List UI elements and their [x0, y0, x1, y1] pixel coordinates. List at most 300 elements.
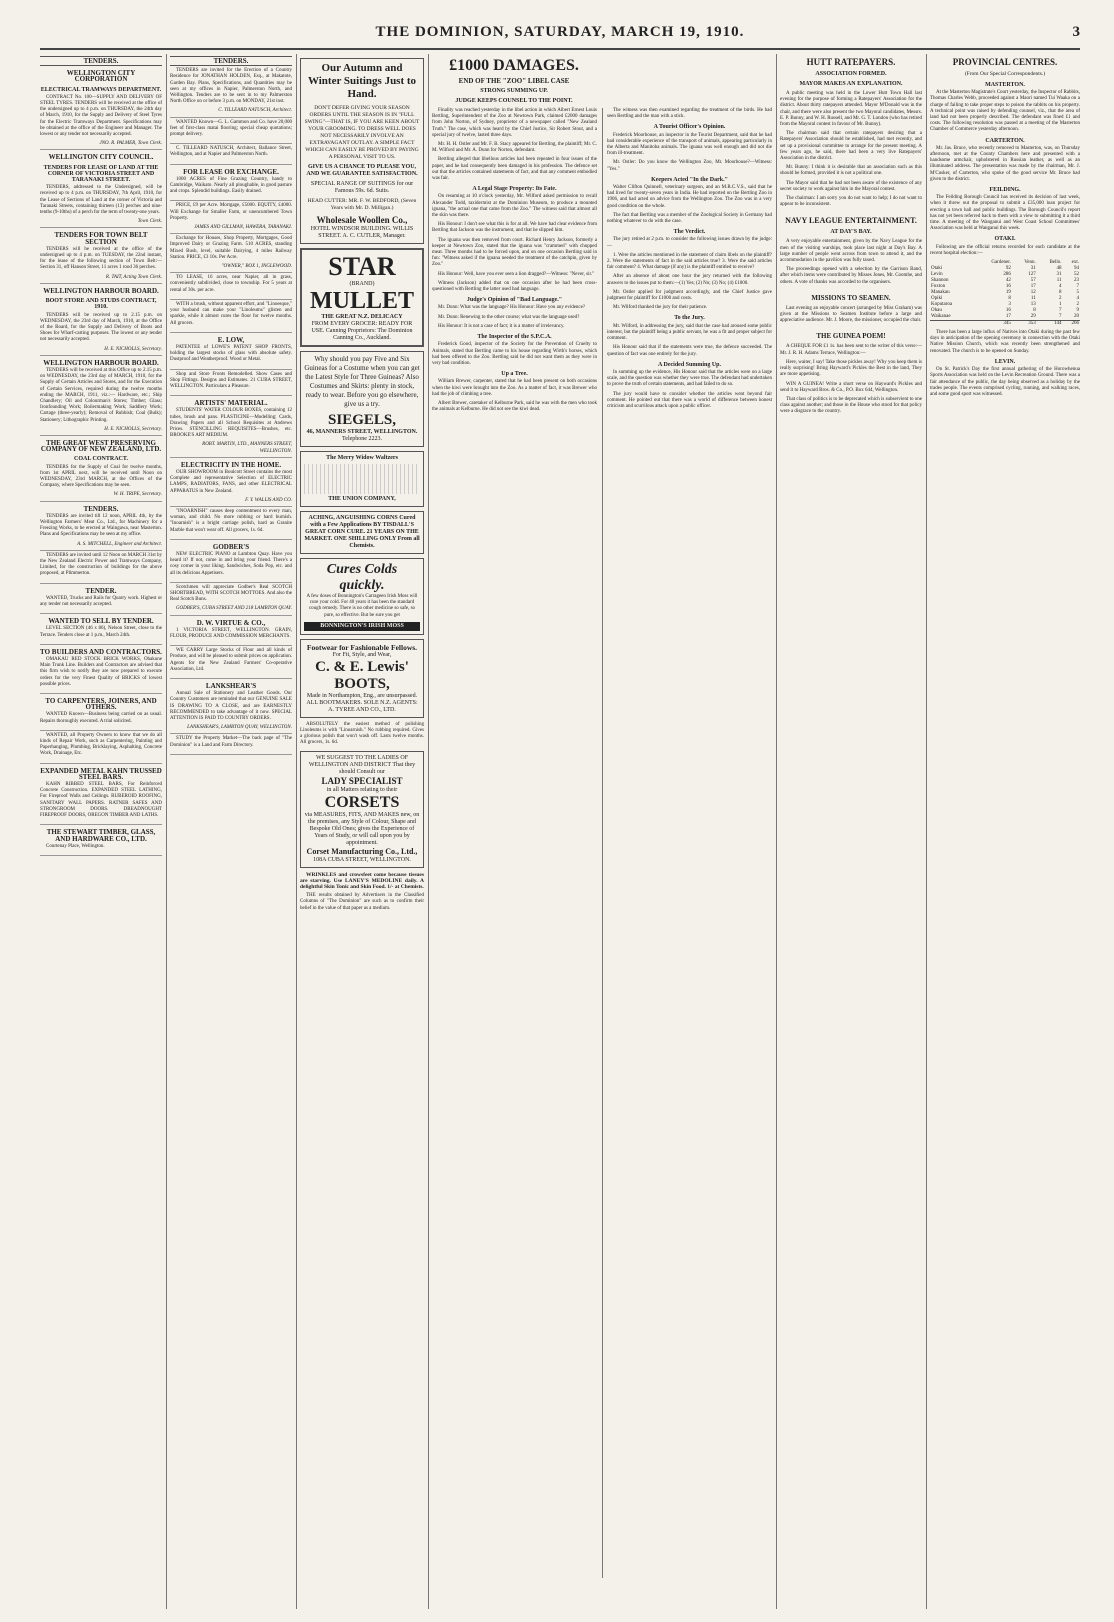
table-cell: 7: [1076, 284, 1079, 290]
table-cell: 353: [1028, 321, 1036, 327]
otaki-results-table: [930, 260, 1080, 327]
tender-body: Exchange for Houses, Shop Property, Mortgages, Good Improved Dairy or Grazing Farm. 510 ACRES, standing Mixed Bush, level, suitable Dairying, 4 miles Railway Station. PRICE, £3 10s. Per Acre.: [170, 236, 292, 260]
story-paragraph: The jury would have to consider whether the articles went beyond fair comment. He pointed out that there was a world of difference between honest criticism and scurrilous attack upon a public officer.: [607, 391, 772, 409]
tender-heading: TENDERS.: [83, 504, 119, 513]
woollen-ad-special: SPECIAL RANGE OF SUITINGS for our Famous 59s. 6d. Suits.: [310, 181, 414, 194]
table-cell: 23: [1074, 278, 1079, 284]
tender-signature: H. E. NICHOLLS, Secretary.: [104, 426, 162, 432]
table-cell: [930, 321, 972, 328]
navy-headline-block: [780, 216, 922, 236]
tender-body: NEW ELECTRIC PIANO at Lambton Quay. Have you heard it? If not, come in and bring your friend. There's a cosy corner in your liking. Sandwiches, Soda Pop, etc. and all its delicious Appetisers.: [170, 551, 292, 576]
corsets-firm: Corset Manufacturing Co., Ltd.,: [306, 846, 418, 856]
feilding-body: The Feilding Borough Council has received its decision of last week, when it threw out the proposal to submit a £35,000 loan project for erecting a town hall and public buildings. The Borough Council's report has not yet been referred back to them with a view to submitting it a third time. A meeting of the Wanganui and West Coast School Committees' Association was held at Wanganui this week.: [930, 195, 1080, 232]
tender-body: WANTED, Trucks and Rails for Quarry work. Highest or any tender not necessarily accepted.: [40, 595, 162, 608]
story-body: [432, 108, 772, 1578]
tender-signature: ROBT. MARTIN, LTD., MANNERS STREET, WELLINGTON.: [202, 442, 292, 454]
tender-body: WE CARRY Large Stocks of Flour and all kinds of Produce, and will be pleased to submit prices on application. Agents for the New Zealand Farmers' Co-operative Association, Ltd.: [170, 648, 292, 672]
tender-body: TENDERS are invited till 12 noon, APRIL 4th, by the Wellington Farmers' Meat Co., Ltd., for Machinery for a Freezing Works, to be erected at Waingawa, near Masterton. Plans and Specifications may be seen at my office.: [40, 513, 162, 538]
table-cell: 92: [1005, 266, 1011, 272]
tender-notice: [170, 462, 292, 507]
column-divider: [296, 54, 297, 1609]
table-cell: 8: [1059, 290, 1062, 296]
tender-heading: WANTED TO SELL BY TENDER.: [48, 617, 154, 626]
table-cell: Ohau: [931, 308, 942, 314]
tender-signature: "OWNER," BOX 1, INGLEWOOD.: [221, 264, 292, 270]
boots-fit: For Fit, Style, and Wear,: [332, 651, 392, 658]
story-paragraph: His Honour: Well, have you ever seen a lion dragged?—Witness: "Never, sir.": [438, 271, 595, 277]
tender-notice: [170, 275, 292, 300]
story-paragraph: His Honour said that if the statements were true, the defence succeeded. The question of fact was one entirely for the jury.: [607, 345, 772, 357]
story-subhead: END OF THE "ZOO" LIBEL CASE: [458, 77, 570, 85]
irish-moss-headline: Cures Colds quickly.: [326, 562, 398, 593]
table-cell: 31: [1030, 266, 1036, 272]
levin-heading: LEVIN.: [994, 358, 1016, 365]
guinea-headline-block: [780, 332, 922, 341]
column-tenders-1: [40, 54, 162, 1609]
tender-signature: JNO. R. PALMER, Town Clerk.: [99, 141, 162, 147]
table-cell: 127: [1028, 272, 1036, 278]
tender-body: Annual Sale of Stationery and Leather Goods. Our Country Customers are reminded that our GENUINE SALE IS DRAWING TO A CLOSE, and are EARNESTLY RECOMMENDED to take advantage of it now. SPECIAL ATTENTION IS PAID TO COUNTRY ORDERS.: [170, 691, 292, 722]
column-divider: [926, 54, 927, 1609]
feilding-heading: FEILDING.: [989, 187, 1021, 194]
tender-notice: [170, 509, 292, 540]
hutt-paragraph: The chairman said that certain ratepayers desiring that a Ratepayers' Association should be established, had met recently, and set up a provisional committee to arrange for the present meeting. A few years ago, he said, there had been a very live Ratepayers' Association in the district.: [780, 131, 922, 162]
story-paragraph: Mr. Dunn: What was the language? His Honour: Have you any evidence?: [438, 305, 586, 311]
siegels-ad: [300, 351, 424, 447]
story-paragraph: William Brewer, carpenter, stated that he had been present on both occasions when the kiwi were brought into the Zoo. As a matter of fact, it was Brewer who had the job of climbing a tree.: [432, 379, 597, 397]
tender-signature: JAMES AND GILLMAN, HAWERA, TARANAKI.: [194, 225, 292, 231]
story-paragraph: Mr. Wilford, in addressing the jury, said that the case had aroused some public interest, but the plaintiff being a public servant, he was a fit and proper subject for comment.: [607, 323, 772, 342]
tender-heading: GODBER'S: [212, 542, 250, 551]
column-divider: [776, 54, 777, 1609]
tender-notice: [40, 360, 162, 436]
table-cell: 42: [1005, 278, 1011, 284]
table-cell: 31: [1056, 272, 1062, 278]
star-brand: STAR: [328, 252, 396, 281]
tender-body: KAHN RIBBED STEEL BARS, For Reinforced Concrete Construction. EXPANDED STEEL LATHING, For Fireproof Walls and Ceilings. RUBEROID ROOFING, SANITARY WALL PAPERS. RATNER SAFES AND STRONGROOM DOORS. DREADNOUGHT FIREPROOF DOORS, OREGON TIMBER AND LATHS.: [40, 782, 162, 819]
tender-heading: THE GREAT WEST PRESERVING COMPANY OF NEW ZEALAND, LTD.: [40, 438, 162, 454]
masthead: [40, 24, 1080, 48]
table-cell: 12: [1030, 290, 1036, 296]
table-cell: 266: [1071, 321, 1079, 327]
tender-body: CONTRACT No. 100—SUPPLY AND DELIVERY OF STEEL TYRES. TENDERS will be received at the office of the undersigned up to 4 p.m. on THURSDAY, the 24th day of March, 1910, for the Supply and Delivery of Steel Tyres for the Electric Tramways Department. Specifications may be obtained at the office of the Engineer and Manager. The lowest or any tender not necessarily accepted.: [40, 94, 162, 138]
tender-body: "INOARNISH" causes deep contentment to every man, woman, and child. No more rubbing or hard burnish. "Inoarnish" is a bright carriage polish, hard as Granite Marble that won't wear off. All grocers, 1s. 6d.: [170, 508, 292, 533]
tender-heading: WELLINGTON HARBOUR BOARD.: [43, 286, 159, 295]
table-cell: Foxton: [931, 284, 946, 290]
tender-notice: [40, 649, 162, 694]
table-cell: 11: [1056, 278, 1062, 284]
table-cell: 144: [1054, 321, 1062, 327]
table-cell: 16: [1005, 284, 1011, 290]
navy-headline: NAVY LEAGUE ENTERTAINMENT.: [785, 216, 917, 226]
tender-notice: [40, 506, 162, 551]
results-notice: THE results obtained by Advertisers in the Classified Columns of "The Dominion" are such as to confirm their belief in the value of that paper as a medium.: [300, 893, 424, 911]
tender-body: WANTED Known—Business being carried on as usual. Repairs thoroughly executed. A trial solicited.: [40, 712, 162, 724]
table-cell: 29: [1030, 314, 1036, 320]
hutt-paragraph: The Mayor said that he had not been aware of the existence of any secret society to work against him in the Mayoral contest.: [780, 180, 922, 192]
table-cell: 17: [1005, 314, 1011, 320]
tender-notice: [170, 68, 292, 117]
tender-body: TENDERS are invited for the Erection of a Country Residence for JONATHAN HOLDEN, Esq., at Makatote, Garden Bay. Plans, Specifications, and Quantities may be seen at my offices in Napier, Palmerston North, and Wellington. Tenders are to be sent in to my Palmerston North Office on or before 3 p.m. on MONDAY, 21st inst.: [170, 68, 292, 105]
guinea-paragraph: A CHEQUE FOR £1 1s. has been sent to the writer of this verse:—Mr. J. R. H. Adams Terrace, Wellington:—: [780, 344, 922, 356]
column-divider: [166, 54, 167, 1609]
table-cell: 52: [1074, 272, 1079, 278]
star-brand-sub: (BRAND): [349, 281, 375, 287]
tender-heading: WELLINGTON CITY CORPORATION: [66, 69, 136, 84]
star-tagline: THE GREAT N.Z. DELICACY: [321, 314, 403, 320]
table-cell: 4: [1059, 284, 1062, 290]
story-paragraph: Albert Brewer, caretaker of Kelburne Park, said he was with the men who took the animals at Kelburne. He did not see the kiwi dead.: [432, 400, 597, 413]
story-deck-2: JUDGE KEEPS COUNSEL TO THE POINT.: [455, 98, 573, 104]
navy-body: [780, 239, 922, 285]
tender-body: PRICE, £9 per Acre. Mortgage, £5000. EQUITY, £4000. Will Exchange for Smaller Farm, or unencumbered Town Property.: [170, 203, 292, 221]
tender-heading: TO BUILDERS AND CONTRACTORS.: [40, 647, 162, 656]
provincial-headline: PROVINCIAL CENTRES.: [952, 57, 1058, 67]
tender-heading: WELLINGTON HARBOUR BOARD.: [43, 358, 159, 367]
tender-notice: [170, 302, 292, 333]
tender-body: STUDY the Property Market—The back page of "The Dominion" is a Land and Farm Directory.: [170, 736, 292, 748]
tender-list: [170, 68, 292, 755]
tender-notice: [170, 372, 292, 397]
wrinkles-notice: WRINKLES and crowsfeet come because tissues are starving. Use LANEY'S MEDOLINE daily. A delightful Skin Tonic and Skin Food. 1/- at Chemists.: [300, 871, 424, 891]
lewis-boots-ad: [300, 639, 424, 718]
mullet-name: MULLET: [309, 288, 414, 314]
corsets-intro: WE SUGGEST TO THE LADIES OF WELLINGTON AND DISTRICT That they should Consult our: [308, 754, 416, 775]
irish-moss-name: BONNINGTON'S IRISH MOSS: [304, 622, 420, 631]
story-paragraph: Mr. Ostler: Do you know the Wellington Zoo, Mr. Moorhouse?—Witness: "Yes.": [607, 160, 772, 172]
tender-signature: R. TAIT, Acting Town Clerk.: [105, 274, 162, 280]
table-cell: Koputaroa: [931, 302, 953, 308]
table-cell: 9: [1076, 308, 1079, 314]
hutt-paragraph: The chairman: I am sorry you do not want to help; I do not want to appear to be inconsistent.: [780, 196, 922, 208]
story-headline: £1000 DAMAGES.: [449, 57, 579, 74]
tender-notice: [170, 736, 292, 754]
tender-signature: LANKSHEAR'S, LAMBTON QUAY, WELLINGTON.: [187, 725, 292, 731]
masthead-title: THE DOMINION, SATURDAY, MARCH 19, 1910.: [375, 24, 745, 40]
table-cell: 1: [1059, 302, 1062, 308]
guinea-paragraph: WIN A GUINEA! Write a short verse on Hayward's Pickles and send it to Hayward Bros. & Co., P.O. Box 644, Wellington.: [780, 381, 922, 393]
story-paragraph: On resuming at 10 o'clock yesterday, Mr. Wilford asked permission to recall Alexander Todd, taxidermist at the Dominion Museum, to produce a mounted iguana, "the actual one that came from the Zoo." The witness said that almost all the skin was there.: [432, 194, 597, 219]
boots-intro: Footwear for Fashionable Fellows.: [306, 642, 418, 652]
tender-body: 1000 ACRES of Fine Grazing Country, handy to Cambridge, Waikato. Nearly all ploughable, in good pasture and crops. Splendid buildings. Easily drained.: [170, 176, 292, 195]
masterton-heading: MASTERTON.: [985, 82, 1025, 88]
boots-body: Made in Northampton, Eng., are unsurpassed. ALL BOOTMAKERS. SOLE N.Z. AGENTS: A. TYREE AND CO., LTD.: [306, 692, 418, 713]
irish-moss-ad: [300, 558, 424, 635]
tender-notice: [40, 70, 162, 150]
tender-notice: [40, 232, 162, 283]
story-crosshead: The Inspector of the S.P.C.A.: [477, 334, 552, 341]
union-name: THE UNION COMPANY,: [328, 496, 396, 502]
story-paragraph: His Honour: I don't see what this is for at all. We have had clear evidence from Bertling that Jackson was the instrument, and that he slipped him.: [432, 222, 597, 234]
corsets-sub: in all Matters relating to their: [326, 786, 398, 793]
hutt-headline: HUTT RATEPAYERS.: [806, 57, 896, 67]
missions-headline-block: [780, 294, 922, 303]
tender-subheading: TENDERS FOR LEASE OF LAND AT THE CORNER OF VICTORIA STREET AND TARANAKI STREET.: [43, 164, 159, 184]
tender-signature: C. TILLEARD NATUSCH, Architect.: [218, 108, 292, 114]
story-paragraph: Frederick Good, inspector of the Society for the Prevention of Cruelty to Animals, stated that Bertling came to his house regarding Wirth's horses, which had been offered to the Zoo. Bertling said he did not want them as they were in very bad condition.: [432, 342, 597, 366]
tender-notice: [170, 648, 292, 679]
woollen-ad-cutter: HEAD CUTTER: MR. F. W. BEDFORD, (Seven Years with Mr. D. Milligan.): [307, 198, 417, 211]
woollen-ad-headline: Our Autumn and Winter Suitings Just to Hand.: [307, 62, 417, 100]
story-paragraph: Walter Clifton Quinnell, veterinary surgeon, and an M.R.C.V.S., said that he had lived for twenty-seven years in India. He had reported on the Bertling Zoo in 1906, and had acted on advice from the Wellington Zoo. The Zoo was in a very good condition on the whole.: [607, 185, 772, 209]
provincial-headline-block: [930, 57, 1080, 78]
table-cell: 13: [1030, 302, 1036, 308]
table-cell: 286: [1003, 272, 1011, 278]
tender-body: LEVEL SECTION (46 x 86), Nelson Street, close to the Terrace. Tenders close at 1 p.m., March 24th.: [40, 626, 162, 638]
tender-signature: F. Y. WALLIS AND CO.: [245, 497, 292, 503]
tender-body: 1 VICTORIA STREET, WELLINGTON. GRAIN, FLOUR, PRODUCE AND COMMISSION MERCHANTS.: [170, 627, 292, 640]
table-cell: Shannon: [931, 278, 949, 284]
tender-heading: E. LOW,: [217, 335, 245, 344]
missions-headline: MISSIONS TO SEAMEN.: [811, 293, 891, 302]
column-divider: [428, 54, 429, 1609]
table-cell: 16: [1005, 308, 1011, 314]
story-crosshead: A Legal Stage Property: Its Fate.: [472, 186, 557, 193]
story-paragraph: After an absence of about one hour the jury returned with the following answers to the issues put to them:—(1) Yes; (2) No; (3) No; (4) £1000.: [607, 274, 772, 286]
tender-body: WANTED Known—G. L. Gammon and Co. have 20,000 feet of first-class matai flooring; special cheap quotations; prompt delivery.: [170, 119, 292, 138]
table-cell: 2: [1076, 302, 1079, 308]
tender-notice: [40, 154, 162, 228]
navy-paragraph: A very enjoyable entertainment, given by the Navy League for the men of the visiting warships, took place last night at Day's Bay. A large number of people went across from town to attend it, and the accommodation in the pavilion was fully taxed.: [780, 239, 922, 264]
tender-notice: [40, 440, 162, 502]
masthead-rule: [40, 48, 1080, 50]
tender-notice: [170, 120, 292, 145]
story-paragraph: Mr. Wilford thanked the jury for their patience.: [613, 305, 708, 311]
star-mullet-ad: [300, 248, 424, 347]
otaki-intro: Following are the official returns recorded for each candidate at the recent hospital election:—: [930, 244, 1080, 256]
tender-heading: FOR LEASE OR EXCHANGE.: [183, 167, 279, 176]
tender-body: Courtenay Place, Wellington.: [46, 843, 105, 849]
tender-notice: [170, 585, 292, 616]
story-paragraph: Finality was reached yesterday in the libel action in which Albert Ernest Louis Bertling, Superintendent of the Zoo at Newtown Park, claimed £2000 damages from John Norton, of Sydney, proprietor of a newspaper called "New Zealand Truth." The case, which was heard by the Chief Justice, Sir Robert Stout, and a special jury of twelve, lasted three days.: [432, 108, 597, 138]
otaki-column-header: Gardener.: [991, 260, 1011, 266]
woollen-ad-address: HOTEL WINDSOR BUILDING. WILLIS STREET. A. C. CUTLER, Manager.: [310, 226, 414, 239]
tender-subheading: COAL CONTRACT.: [74, 456, 128, 463]
tender-subheading: BOOT STORE AND STUDS CONTRACT, 1910.: [45, 298, 157, 311]
tender-notice: [170, 400, 292, 458]
otaki-table-body: [930, 266, 1080, 327]
tender-heading: LANKSHEAR'S: [205, 682, 257, 691]
otaki-heading: OTAKI.: [994, 236, 1016, 243]
woollen-ad: [300, 58, 424, 244]
tender-body: PATENTEE of LOWE'S PATENT SHOP FRONTS, holding the largest stocks of glass with absolute safety. Dustproof and Weatherproof. Wood or Metal.: [170, 344, 292, 363]
story-paragraph: Witness (Jackson) added that on one occasion after he had been cross-questioned with Bertling the latter used bad language.: [432, 280, 597, 293]
hutt-headline-block: [780, 57, 922, 88]
tender-notice: [40, 618, 162, 645]
hutt-subhead: ASSOCIATION FORMED.: [815, 71, 887, 77]
masterton-body: At the Masterton Magistrate's Court yesterday, the Inspector of Rabbits, Thomas Charles Webb, proceeded against a Maori named Tui Waaka on a charge of failing to take proper steps to poison the rabbits on his property. A technical point was raised by defending counsel, viz., that the area of land had not been properly described. The defendant was fined £1 and costs. The following resolution was passed at a meeting of the Masterton Chamber of Commerce yesterday afternoon.: [930, 90, 1080, 133]
irish-moss-body: A few doses of Bonnington's Carrageen Irish Moss will cure your cold. For 40 years it has been the standard cough remedy. There is no other medicine so safe, so pure, so effective. But be sure you get: [306, 594, 418, 618]
tender-signature: A. S. MITCHELL, Engineer and Architect.: [77, 541, 162, 547]
tender-body: STUDENTS' WATER COLOUR BOXES, containing 12 tubes, brush and pans. PLASTICINE—Modelling; Cards, Drawing Papers and all School Requisites at Andrews Prices. STENCILLING REQUISITES—Brushes, etc. BROOKE'S ART MEDIUM.: [170, 408, 292, 439]
page-number: 3: [1072, 24, 1080, 40]
union-ad-illustration: [304, 464, 420, 494]
column-hutt-ratepayers: [780, 54, 922, 1609]
tender-body: TENDERS are invited until 12 Noon on MARCH 31st by the New Zealand Electric Power and Tramways Company, Limited, for the construction of buildings for the above proposed, at Plimmerton.: [40, 552, 162, 577]
story-crosshead: The Verdict.: [673, 229, 706, 236]
tender-notice: [40, 288, 162, 356]
woollen-ad-call: GIVE US A CHANCE TO PLEASE YOU, AND WE GUARANTEE SATISFACTION.: [306, 164, 418, 177]
tender-signature: GODBER'S, CUBA STREET AND 218 LAMBTON QUAY.: [175, 606, 292, 612]
tender-heading: TENDER.: [85, 586, 117, 595]
tender-list: [40, 70, 162, 856]
story-headline-block: [432, 57, 596, 105]
star-body: FROM EVERY GROCER: READY FOR USE. Canning Proprietors: The Dominion Canning Co., Auckland.: [311, 321, 413, 341]
story-paragraph: Mr. H. H. Ostler and Mr. F. B. Stacy appeared for Bertling, the plaintiff; Mr. C. M. Wilford and Mr. A. Dunn for Norton, defendant.: [432, 142, 597, 154]
story-paragraph: The witness was then examined regarding the treatment of the birds. He had seen Bertling and the man with a stick.: [607, 108, 772, 120]
story-paragraph: His Honour: It is not a case of fact; it is a matter of irrelevancy.: [438, 323, 565, 329]
table-cell: 4: [1076, 296, 1079, 302]
tender-body: C. TILLEARD NATUSCH, Architect, Ballance Street, Wellington, and at Napier and Palmerston North.: [170, 146, 292, 158]
navy-paragraph: The proceedings opened with a selection by the Garrison Band, after which items were contributed by Misses Jones, Mr. Coombe, and others. A vote of thanks was accorded to the organisers.: [780, 267, 922, 285]
story-crosshead: Keepers Acted "In the Dark.": [651, 176, 728, 183]
tender-body: TENDERS, addressed to the Undersigned, will be received up to 4 p.m. on THURSDAY, 7th April, 1910, for the Lease of Sections of Land at the corner of Victoria and Taranaki Streets, containing thirteen (13) perches and nine-tenths (9-10ths) of a perch for the term of twenty-one years.: [40, 185, 162, 216]
tender-heading: WELLINGTON CITY COUNCIL.: [48, 153, 154, 162]
tender-notice: [40, 733, 162, 764]
tender-signature: H. E. NICHOLLS, Secretary.: [104, 346, 162, 352]
hutt-paragraph: Mr. Bunny: I think it is desirable that an association such as this should be formed, provided it is not a political one.: [780, 165, 922, 177]
story-crosshead: Up a Tree.: [501, 371, 528, 378]
tender-notice: [170, 337, 292, 370]
table-cell: 7: [1059, 314, 1062, 320]
guinea-body: [780, 344, 922, 393]
navy-subhead: AT DAY'S BAY.: [830, 229, 872, 236]
table-cell: 19: [1005, 290, 1011, 296]
hutt-paragraph: A public meeting was held in the Lower Hutt Town Hall last evening for the purpose of forming a Ratepayers' Association for the district. About thirty ratepayers attended. Mayor M'Donald was in the chair, and there were also present the two Mayoral candidates, Messrs. E. P. Bunny, and W. H. Russell, and Mr. G. T. London (who has retired from the Mayoral contest in favour of Mr. Bunny).: [780, 91, 922, 128]
table-cell: 8: [1008, 296, 1011, 302]
tender-notice: [170, 620, 292, 647]
table-cell: 3: [1008, 302, 1011, 308]
section-heading: TENDERS.: [170, 56, 292, 66]
table-cell: 94: [1074, 266, 1079, 272]
main-story: [432, 54, 772, 1609]
tender-notice: [170, 203, 292, 234]
siegels-address: 46, MANNERS STREET, WELLINGTON.: [306, 429, 418, 435]
siegels-body: Why should you pay Five and Six Guineas for a Costume when you can get the Latest Style for Three Guineas? Also Costumes and Skirts: plenty in stock, ready to wear. Before you go elsewhere, give us a try.: [304, 355, 420, 408]
column-provincial: [930, 54, 1080, 1609]
tender-heading: ARTISTS' MATERIAL.: [194, 399, 268, 408]
table-cell: 2: [1059, 296, 1062, 302]
table-cell: Manakau: [931, 290, 950, 296]
tender-notice: [170, 683, 292, 734]
tender-heading: ELECTRICITY IN THE HOME.: [180, 460, 282, 469]
corset-ad: [300, 751, 424, 868]
tender-body: OMAKAU RED STOCK BRICK WORKS, Ohakune Main Trunk Line. Builders and Contractors are advised that this firm wish to notify they are now prepared to execute orders for the very Finest Quality of BRICKS of lowest possible prices.: [40, 657, 162, 687]
column-tenders-2: [170, 54, 292, 1609]
story-deck-1: STRONG SUMMING UP.: [480, 88, 548, 94]
table-cell: Opiki: [931, 296, 943, 302]
corsets-headline: LADY SPECIALIST: [321, 775, 403, 786]
tender-body: TENDERS will be received up to 2.15 p.m. on WEDNESDAY, the 23rd day of March, 1910, at the Office of the Board, for the Supply and Delivery of Boots and Shoes for Wharf-carting purposes. The lowest or any tender not necessarily accepted.: [40, 312, 162, 343]
hutt-deck: MAYOR MAKES AN EXPLANATION.: [799, 81, 903, 87]
column-advertisements: [300, 54, 424, 1609]
tender-heading: TENDERS FOR TOWN BELT SECTION: [54, 231, 148, 246]
tender-body: TENDERS will be received at this Office up to 2.15 p.m. on WEDNESDAY, the 23rd day of MARCH, 1910, for the Supply of Certain Articles and Stores, and for the Execution of Certain Services, required during the twelve months ending the MARCH, 1911, viz.:— Hardware, etc.; Ship Chandlery; Oil and Colourman's Stores; Timber; Glass; Ironfounding Work; Boilermaking Work; Saddlery Work; Cartage (three-yearly); Removal of Rubbish; Coal (Bulk); Stationery; Lithographic Printing.: [40, 367, 162, 423]
tender-notice: [40, 588, 162, 615]
tender-body: Scotchmen will appreciate Godber's Real SCOTCH SHORTBREAD, WITH SCOTCH MOTTOES. And also the Real Scotch Buns.: [170, 584, 292, 603]
table-cell: Waikanae: [931, 314, 951, 320]
union-ad: [300, 451, 424, 507]
tender-notice: [170, 544, 292, 583]
section-heading: TENDERS.: [40, 56, 162, 66]
tender-body: WANTED, all Property Owners to know that we do all kinds of Repair Work, such as Carpentering, Painting and Paperhanging, Plumbing, Bricklaying, Asphalting, Concrete Work, Drainage, Etc.: [40, 732, 162, 757]
table-total-row: [930, 321, 1080, 328]
provincial-subhead: (From Our Special Correspondents.): [964, 71, 1046, 77]
carterton-body: Mr. Jas. Bruce, who recently removed to Masterton, was, on Thursday afternoon, met at the County Chambers here and presented with a handsome armchair, upholstered in Russian leather, as well as an illuminated address. The presentation was made by the chairman, Mr. J. M'Cusker, of Carterton, who spoke of the good service Mr. Bruce had given to the district.: [930, 145, 1080, 182]
tender-signature: W. H. TRIPE, Secretary.: [113, 492, 162, 498]
carterton-heading: CARTERTON.: [985, 137, 1025, 144]
levin-body: On St. Patrick's Day the first annual gathering of the Horowhenua Sports Association was held on the Levin Recreation Ground. There was a fair attendance of the public, the day being observed as a holiday by the trades people. The events comprised cycling, running, and walking races, and some good sport was witnessed.: [930, 367, 1080, 397]
story-paragraph: 1. Were the articles mentioned in the statement of claim libels on the plaintiff? 2. Were the statements of fact in the said articles true? 3. Were the said articles fair comment? 4. What damage (if any) is the plaintiff entitled to receive?: [607, 252, 772, 271]
story-paragraph: Frederick Moorhouse, an inspector in the Tourist Department, said that he had had considerable experience of the transport of animals, appearing particularly in the Alberta and Manitoba animals. The iguana was well enough and did not die from ill-treatment.: [607, 132, 772, 157]
otaki-column-header: Venn.: [1024, 260, 1036, 266]
tender-heading: THE STEWART TIMBER, GLASS, AND HARDWARE CO., LTD.: [46, 828, 156, 843]
table-cell: 5: [1076, 290, 1079, 296]
missions-body: Last evening an enjoyable concert (arranged by Miss Graham) was given at the Missions to Seamen Institute before a large and appreciative audience. Mr. J. Moore, the missioner, occupied the chair.: [780, 305, 922, 324]
tender-body: OUR SHOWROOM in Boulcott Street contains the most Complete and representative Selection of ELECTRIC LAMPS, RADIATORS, FANS, and other ELECTRICAL APPARATUS in New Zealand.: [170, 469, 292, 494]
table-cell: Otaki: [931, 266, 943, 272]
tender-notice: [40, 698, 162, 731]
table-cell: 11: [1030, 296, 1036, 302]
tender-heading: TO CARPENTERS, JOINERS, AND OTHERS.: [45, 697, 157, 712]
tender-notice: [170, 169, 292, 202]
corn-cure-ad: [300, 511, 424, 554]
story-paragraph: The fact that Bertling was a member of the Zoological Society in Germany had nothing whatever to do with the case.: [607, 212, 772, 225]
story-crosshead: A Decided Summing Up.: [657, 361, 721, 368]
otaki-column-header: ext.: [1071, 260, 1079, 266]
story-crosshead: To the Jury.: [674, 315, 705, 322]
tender-body: TO LEASE, 16 acres, near Napier, all in grass, conveniently subdivided, close to township. For 5 years at rental of 30s. per acre.: [170, 275, 292, 293]
linoarnish-notice: ABSOLUTELY the easiest method of polishing Linoleums is with "Linoarnish." No rubbing required. Gives a glorious polish that won't wash off. Lasts twelve months. All grocers, 1s. 6d.: [300, 721, 424, 746]
woollen-ad-body: DON'T DEFER GIVING YOUR SEASON ORDERS UNTIL THE SEASON IS IN "FULL SWING"—THAT IS, IF YOU ARE KEEN ABOUT YOUR GROOMING. TO DRESS WELL DOES NOT NECESSARILY INVOLVE AN EXTRAVAGANT OUTLAY. A SIMPLE FACT WHICH CAN EASILY BE PROVED BY PAYING A PERSONAL VISIT TO US.: [304, 105, 420, 160]
tender-heading: EXPANDED METAL KAHN TRUSSED STEEL BARS.: [40, 766, 162, 781]
corn-cure-text: ACHING, ANGUISHING CORNS Cured with a Few Applications BY TISDALL'S GREAT CORN CURE. 21 YEARS ON THE MARKET. ONE SHILLING ONLY From all Chemists.: [304, 515, 420, 549]
closing-paragraph: That class of politics is to be deprecated which is subservient to one class against another; and those in the House who stood for that policy were a disgrace to the country.: [780, 396, 922, 415]
table-cell: Levin: [931, 272, 943, 278]
story-paragraph: Bertling alleged that libellous articles had been repeated in four issues of the paper, and he had consequently been damaged in his profession. The defence set out that the articles contained statements of fact, and that any comment embodied was fair.: [432, 157, 597, 182]
siegels-name: SIEGELS,: [328, 412, 396, 428]
waltzers-heading: The Merry Widow Waltzers: [326, 455, 398, 461]
tender-body: TENDERS will be received at the office of the undersigned up to 4 p.m. on TUESDAY, the 22nd instant, for the lease of the following section of Town Belt:— Section 31, off Hanson Street, 11 acres 1 rood 36 perches.: [40, 246, 162, 271]
table-cell: 345: [1003, 321, 1011, 327]
tender-notice: [170, 236, 292, 273]
corsets-address: 108A CUBA STREET, WELLINGTON.: [313, 856, 411, 863]
otaki-body: There has been a large influx of Natives into Otaki during the past few days in anticipation of the opening ceremony in connection with the Otaki Native Mission Church, which was recently been strengthened and renovated. The church is to be opened on Sunday.: [930, 330, 1080, 354]
tender-body: WITH a brush, without apparent effort, and "Linoesque," your husband can make your "Linoleums" glisten and sparkle, while it almost cures the floor for twelve months. All grocers.: [170, 301, 292, 326]
table-cell: 20: [1074, 314, 1079, 320]
tender-signature: Town Clerk.: [137, 219, 162, 225]
tender-subheading: ELECTRICAL TRAMWAYS DEPARTMENT.: [40, 86, 162, 93]
story-paragraph: Mr. Dunn: Renewing to the other course; what was the language used?: [438, 314, 580, 320]
corsets-name: CORSETS: [324, 793, 400, 811]
tender-body: Shop and Store Fronts Remodelled. Show Cases and Shop Fittings. Designs and Estimates. 21 CUBA STREET, WELLINGTON. Particulars a Pleasure.: [170, 371, 292, 389]
guinea-headline: THE GUINEA POEM!: [816, 332, 886, 341]
corsets-body: via MEASURES, FITS, AND MAKES new, on the premises, any Style of Colour, Shape and Bespoke Old Ones; gives the Experience of Years of Study, or will call upon you by appointment.: [304, 811, 420, 846]
table-cell: 48: [1056, 266, 1062, 272]
tender-notice: [40, 829, 162, 856]
siegels-telephone: Telephone 2223.: [342, 436, 382, 442]
story-crosshead: A Tourist Officer's Opinion.: [653, 124, 726, 131]
otaki-column-header: Bello.: [1049, 260, 1062, 266]
guinea-paragraph: Here, waiter, I say! Take those pickles away! Why you keep them is really surprising! Bring Hayward's Pickles the Best in the land, They are more appetising.: [780, 359, 922, 378]
tender-heading: D. W. VIRTUE & CO.,: [196, 618, 266, 627]
tender-body: TENDERS for the Supply of Coal for twelve months, from 1st APRIL next, will be received until Noon on WEDNESDAY, 23rd MARCH, at the Offices of the Company, where Specifications may be seen.: [40, 464, 162, 489]
table-cell: 17: [1030, 284, 1036, 290]
tender-notice: [170, 146, 292, 164]
story-paragraph: In summing up the evidence, His Honour said that the articles were on a large scale, and the question was whether they were true. The defendant had undertaken to prove the truth of certain statements, and had failed to do so.: [607, 369, 772, 388]
hutt-body: [780, 91, 922, 208]
story-paragraph: Mr. Ostler applied for judgment accordingly, and the Chief Justice gave judgment for plaintiff for £1000 and costs.: [607, 289, 772, 302]
